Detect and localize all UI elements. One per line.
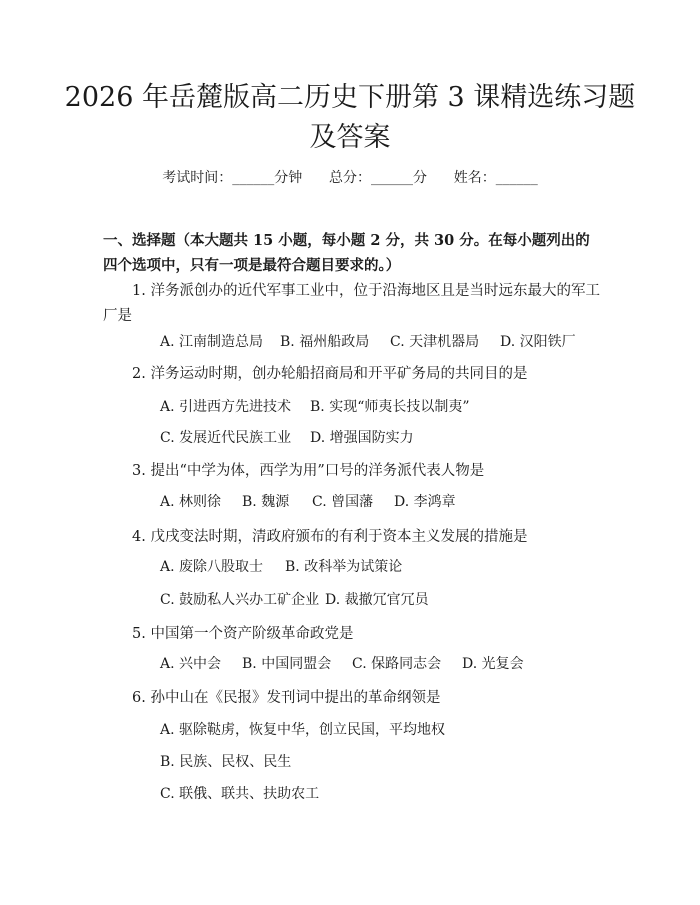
question-5-stem: 5. 中国第一个资产阶级革命政党是 — [132, 626, 354, 642]
exam-info — [0, 168, 700, 188]
question-2-option-d: D. 增强国防实力 — [310, 430, 414, 446]
question-4-option-c: C. 鼓励私人兴办工矿企业 — [160, 592, 320, 608]
question-3-stem: 3. 提出“中学为体，西学为用”口号的洋务派代表人物是 — [132, 463, 485, 479]
question-2-options-row-2 — [160, 428, 414, 448]
exam-time-blank: ______ — [232, 170, 275, 186]
question-5-option-c: C. 保路同志会 — [352, 656, 442, 672]
question-1-option-b: B. 福州船政局 — [280, 334, 370, 350]
question-2-stem: 2. 洋务运动时期，创办轮船招商局和开平矿务局的共同目的是 — [132, 366, 528, 382]
question-3-option-b: B. 魏源 — [242, 494, 290, 510]
question-2-option-a: A. 引进西方先进技术 — [160, 399, 292, 415]
section-heading: 一、选择题（本大题共 15 小题，每小题 2 分，共 30 分。在每小题列出的四个选项中，只有一项是最符合题目要求的。） — [103, 232, 590, 274]
question-6-option-a: A. 驱除鞑虏，恢复中华，创立民国，平均地权 — [160, 722, 446, 738]
exam-time-label: 考试时间： — [162, 170, 233, 186]
question-5-option-a: A. 兴中会 — [160, 656, 222, 672]
exam-time-unit: 分钟 — [274, 170, 303, 186]
question-4-options-row-1 — [160, 557, 402, 577]
total-score-label: 总分： — [329, 170, 371, 186]
question-4-stem: 4. 戊戌变法时期，清政府颁布的有利于资本主义发展的措施是 — [132, 529, 528, 545]
question-3-options — [160, 492, 456, 512]
question-2-option-b: B. 实现“师夷长技以制夷” — [310, 399, 470, 415]
page-title: 2026 年岳麓版高二历史下册第 3 课精选练习题及答案 — [64, 82, 636, 153]
question-3-option-c: C. 曾国藩 — [312, 494, 374, 510]
question-4-option-b: B. 改科举为试策论 — [285, 559, 403, 575]
student-name-blank: ______ — [495, 170, 538, 186]
question-4-option-a: A. 废除八股取士 — [160, 559, 264, 575]
total-score-unit: 分 — [413, 170, 427, 186]
question-4-options-row-2 — [160, 590, 429, 610]
question-1-option-a: A. 江南制造总局 — [160, 334, 264, 350]
question-5-option-d: D. 光复会 — [462, 656, 524, 672]
question-1-stem: 1. 洋务派创办的近代军事工业中，位于沿海地区且是当时远东最大的军工厂是 — [103, 283, 600, 324]
question-5-option-b: B. 中国同盟会 — [242, 656, 332, 672]
question-6-stem: 6. 孙中山在《民报》发刊词中提出的革命纲领是 — [132, 690, 441, 706]
question-6-option-b: B. 民族、民权、民生 — [160, 754, 292, 770]
question-1-option-d: D. 汉阳铁厂 — [500, 334, 576, 350]
question-3-option-a: A. 林则徐 — [160, 494, 222, 510]
question-1-option-c: C. 天津机器局 — [390, 334, 480, 350]
question-2-options-row-1 — [160, 397, 470, 417]
question-4-option-d: D. 裁撤冗官冗员 — [325, 592, 429, 608]
total-score-blank: ______ — [371, 170, 413, 186]
student-name-label: 姓名： — [453, 170, 496, 186]
question-5-options — [160, 654, 524, 674]
question-6-option-c: C. 联俄、联共、扶助农工 — [160, 786, 320, 802]
question-3-option-d: D. 李鸿章 — [394, 494, 456, 510]
question-2-option-c: C. 发展近代民族工业 — [160, 430, 292, 446]
question-1-options — [160, 332, 576, 352]
